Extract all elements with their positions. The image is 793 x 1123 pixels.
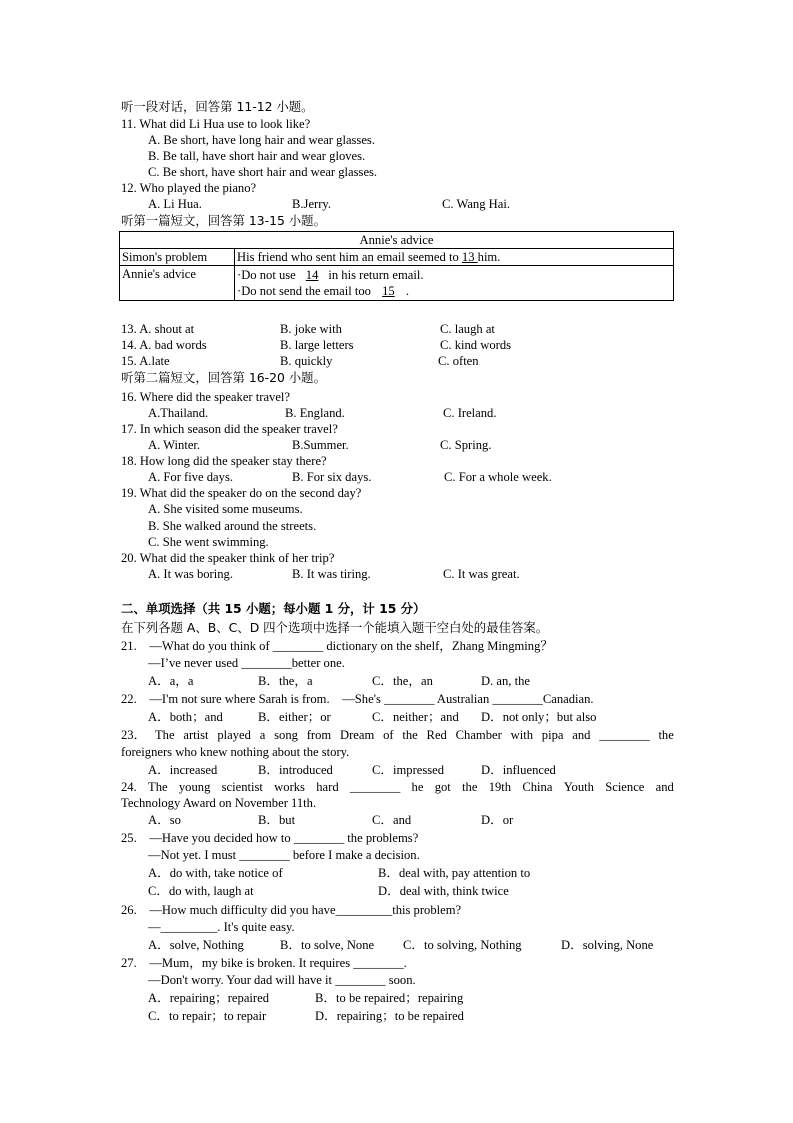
option-16c: C. Ireland. xyxy=(443,406,497,420)
word: Dream xyxy=(340,728,375,742)
blank-13: 13 xyxy=(461,250,478,264)
word: from xyxy=(306,728,332,742)
option-25b: B．deal with, pay attention to xyxy=(378,866,531,880)
word: 24. xyxy=(121,780,137,794)
question-20: 20. What did the speaker think of her trip? xyxy=(121,551,335,565)
word: China xyxy=(522,780,553,794)
annie-advice-table xyxy=(119,231,674,301)
option-27a: A．repairing；repaired xyxy=(148,991,269,1005)
word: 19th xyxy=(488,780,512,794)
option-13b: B. joke with xyxy=(280,322,342,336)
question-18: 18. How long did the speaker stay there? xyxy=(121,454,327,468)
word: ________ xyxy=(349,780,401,794)
option-21a: A．a，a xyxy=(148,674,194,688)
option-11c: C. Be short, have short hair and wear glasses. xyxy=(148,165,378,179)
question-21: 21. —What do you think of ________ dictionary on the shelf，Zhang Mingming？ xyxy=(121,639,553,653)
section-instruction: 在下列各题 A、B、C、D 四个选项中选择一个能填入题干空白处的最佳答案。 xyxy=(121,620,549,635)
option-18a: A. For five days. xyxy=(148,470,233,484)
word: Youth xyxy=(563,780,594,794)
option-26b: B．to solve, None xyxy=(280,938,375,952)
option-12a: A. Li Hua. xyxy=(148,197,202,211)
option-11a: A. Be short, have long hair and wear glasses. xyxy=(148,133,375,147)
section-heading: 二、单项选择（共 15 小题；每小题 1 分，计 15 分） xyxy=(121,601,426,616)
option-14c: C. kind words xyxy=(440,338,512,352)
question-27-reply: —Don't worry. Your dad will have it ________ soon. xyxy=(148,973,416,987)
option-17a: A. Winter. xyxy=(148,438,201,452)
option-13c: C. laugh at xyxy=(440,322,495,336)
word: played xyxy=(217,728,251,742)
option-18b: B. For six days. xyxy=(292,470,372,484)
word: 23． xyxy=(121,728,147,742)
option-18c: C. For a whole week. xyxy=(444,470,552,484)
listen-section-heading: 听一段对话，回答第 11-12 小题。 xyxy=(121,99,314,114)
listen-section-heading: 听第二篇短文，回答第 16-20 小题。 xyxy=(121,370,326,385)
option-23d: D．influenced xyxy=(481,763,556,777)
table-title: Annie's advice xyxy=(120,232,674,249)
option-21c: C．the，an xyxy=(372,674,433,688)
option-15a: 15. A.late xyxy=(121,354,170,368)
word: pipa xyxy=(541,728,564,742)
word: the xyxy=(462,780,478,794)
question-21-reply: —I’ve never used ________better one. xyxy=(148,656,345,670)
word: he xyxy=(411,780,424,794)
word: The xyxy=(148,780,168,794)
word: Science xyxy=(605,780,645,794)
word: and xyxy=(655,780,674,794)
option-23b: B．introduced xyxy=(258,763,333,777)
word: a xyxy=(259,728,266,742)
table-row-problem: His friend who sent him an email seemed to 13 him. xyxy=(235,249,674,266)
option-24b: B．but xyxy=(258,813,296,827)
question-26: 26. —How much difficulty did you have_________this problem? xyxy=(121,903,462,917)
option-25c: C．do with, laugh at xyxy=(148,884,254,898)
option-14a: 14. A. bad words xyxy=(121,338,207,352)
option-24a: A．so xyxy=(148,813,181,827)
option-17c: C. Spring. xyxy=(440,438,492,452)
question-22: 22. —I'm not sure where Sarah is from. —She's ________ Australian ________Canadian. xyxy=(121,692,594,706)
word: with xyxy=(510,728,533,742)
question-24-continued: Technology Award on November 11th. xyxy=(121,796,317,810)
option-24c: C．and xyxy=(372,813,412,827)
question-11: 11. What did Li Hua use to look like? xyxy=(121,117,311,131)
question-16: 16. Where did the speaker travel? xyxy=(121,390,291,404)
table-row-label: Simon's problem xyxy=(120,249,235,266)
option-19b: B. She walked around the streets. xyxy=(148,519,317,533)
question-26-reply: —_________. It's quite easy. xyxy=(148,920,295,934)
option-26d: D．solving, None xyxy=(561,938,654,952)
option-15b: B. quickly xyxy=(280,354,333,368)
option-26a: A．solve, Nothing xyxy=(148,938,244,952)
blank-15: 15 xyxy=(382,284,395,298)
option-20b: B. It was tiring. xyxy=(292,567,371,581)
word: Red xyxy=(426,728,447,742)
word: and xyxy=(572,728,591,742)
option-20a: A. It was boring. xyxy=(148,567,233,581)
option-16b: B. England. xyxy=(285,406,345,420)
table-row-advice: ·Do not use 14 in his return email. ·Do not send the email too 15 . xyxy=(235,266,674,301)
option-25d: D．deal with, think twice xyxy=(378,884,509,898)
word: the xyxy=(658,728,674,742)
option-23a: A．increased xyxy=(148,763,218,777)
word: Chamber xyxy=(455,728,502,742)
option-19a: A. She visited some museums. xyxy=(148,502,303,516)
option-24d: D．or xyxy=(481,813,514,827)
word: artist xyxy=(183,728,209,742)
question-27: 27. —Mum，my bike is broken. It requires ________. xyxy=(121,956,407,970)
blank-14: 14 xyxy=(305,268,319,282)
option-16a: A.Thailand. xyxy=(148,406,209,420)
word: hard xyxy=(316,780,339,794)
word: young xyxy=(178,780,211,794)
word: of xyxy=(383,728,394,742)
option-14b: B. large letters xyxy=(280,338,354,352)
question-23 xyxy=(121,728,674,743)
question-17: 17. In which season did the speaker travel? xyxy=(121,422,338,436)
option-15c: C. often xyxy=(438,354,479,368)
option-25a: A．do with, take notice of xyxy=(148,866,283,880)
word: works xyxy=(274,780,305,794)
option-17b: B.Summer. xyxy=(292,438,349,452)
word: song xyxy=(274,728,298,742)
option-22c: C．neither；and xyxy=(372,710,459,724)
option-22b: B．either；or xyxy=(258,710,331,724)
option-27c: C．to repair；to repair xyxy=(148,1009,267,1023)
listen-section-heading: 听第一篇短文，回答第 13-15 小题。 xyxy=(121,213,326,228)
question-25: 25. —Have you decided how to ________ the problems? xyxy=(121,831,419,845)
question-23-continued: foreigners who knew nothing about the story. xyxy=(121,745,350,759)
question-24 xyxy=(121,780,674,795)
question-25-reply: —Not yet. I must ________ before I make a decision. xyxy=(148,848,420,862)
option-23c: C．impressed xyxy=(372,763,445,777)
word: The xyxy=(154,728,175,742)
word: the xyxy=(402,728,418,742)
table-row-label: Annie's advice xyxy=(120,266,235,301)
option-19c: C. She went swimming. xyxy=(148,535,269,549)
option-22a: A．both；and xyxy=(148,710,223,724)
option-12b: B.Jerry. xyxy=(292,197,332,211)
option-20c: C. It was great. xyxy=(443,567,520,581)
option-11b: B. Be tall, have short hair and wear gloves. xyxy=(148,149,366,163)
word: ________ xyxy=(599,728,650,742)
question-19: 19. What did the speaker do on the second day? xyxy=(121,486,362,500)
word: scientist xyxy=(221,780,263,794)
option-12c: C. Wang Hai. xyxy=(442,197,511,211)
word: got xyxy=(434,780,451,794)
option-13a: 13. A. shout at xyxy=(121,322,195,336)
option-22d: D．not only；but also xyxy=(481,710,597,724)
option-27b: B．to be repaired；repairing xyxy=(315,991,464,1005)
option-26c: C．to solving, Nothing xyxy=(403,938,522,952)
option-21b: B．the，a xyxy=(258,674,313,688)
option-27d: D．repairing；to be repaired xyxy=(315,1009,464,1023)
option-21d: D. an, the xyxy=(481,674,530,688)
question-12: 12. Who played the piano? xyxy=(121,181,257,195)
